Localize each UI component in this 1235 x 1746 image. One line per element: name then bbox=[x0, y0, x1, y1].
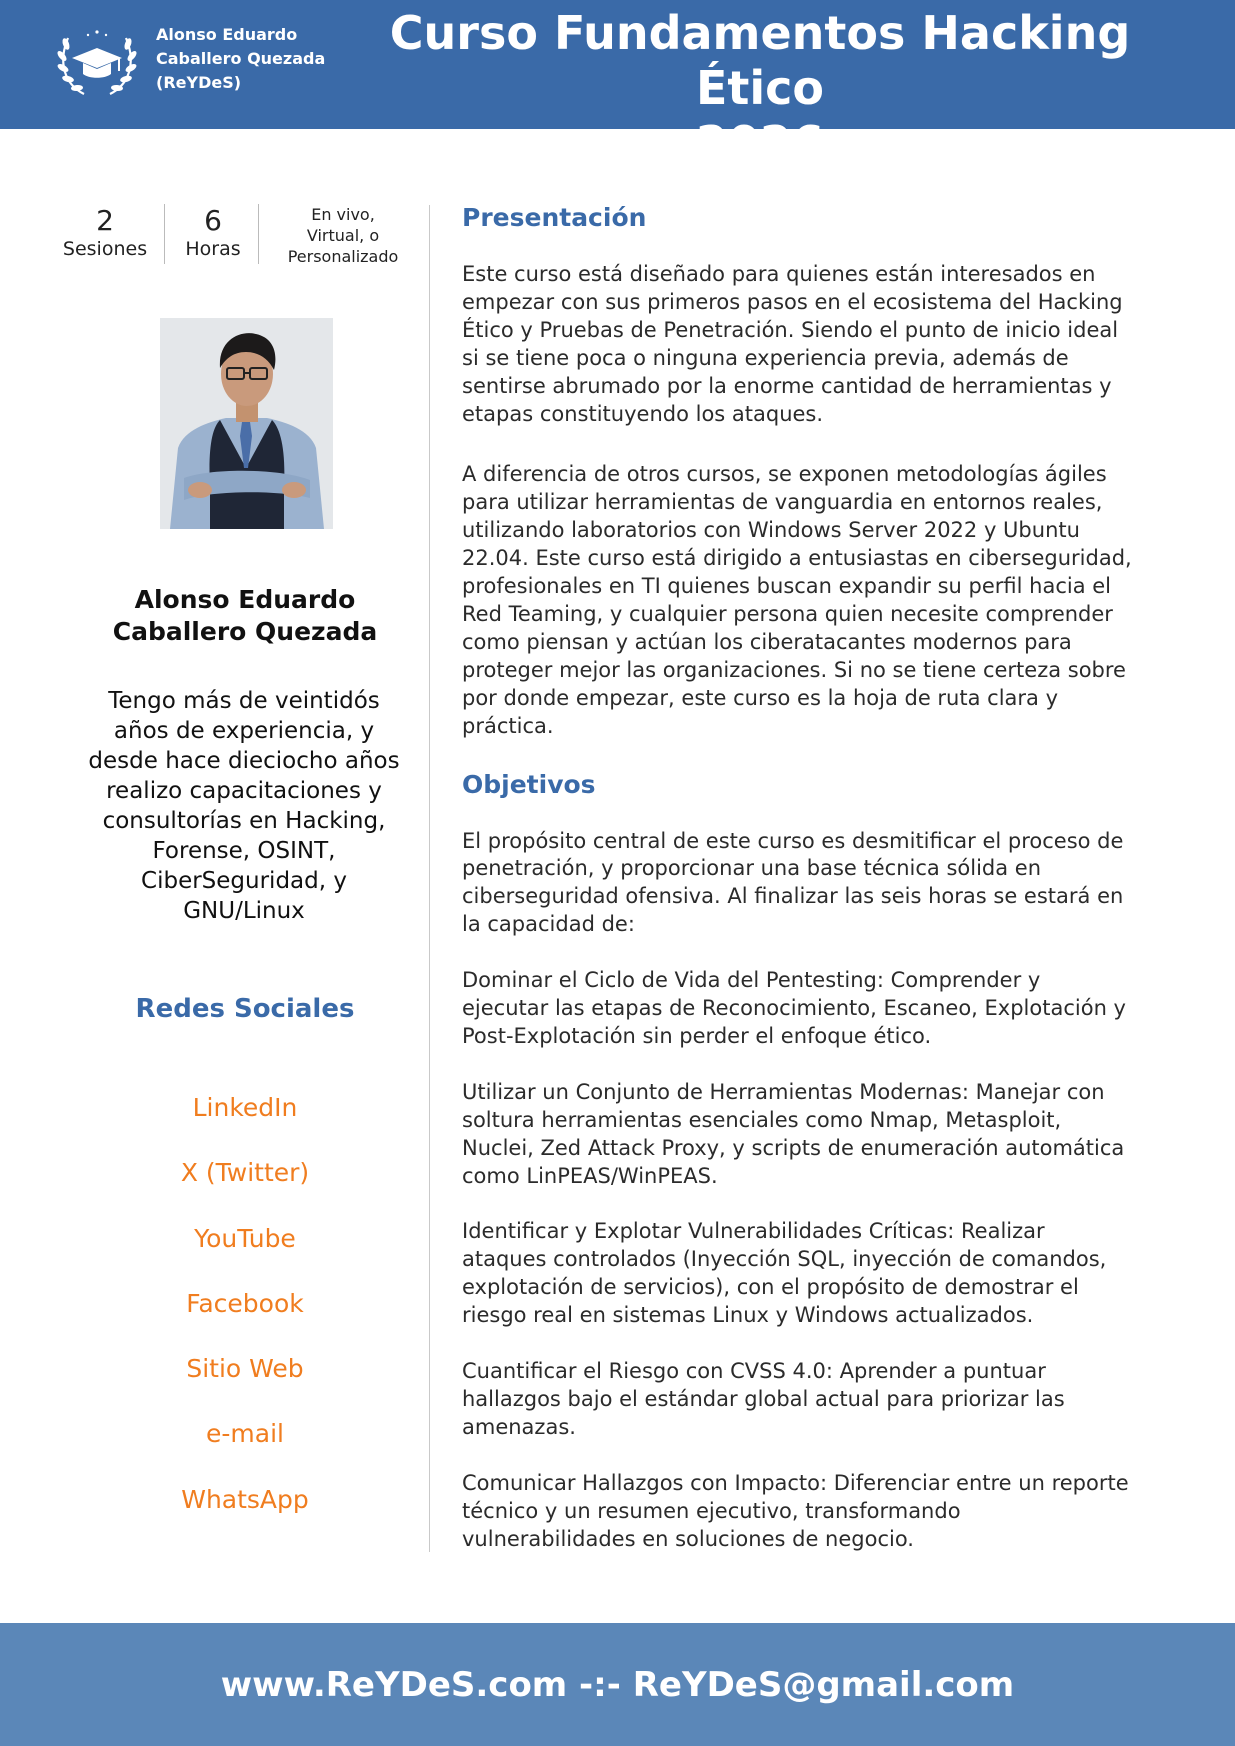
text-line: si se tiene poca o ninguna experiencia previa, además de bbox=[462, 345, 1069, 370]
text-line: la capacidad de: bbox=[462, 912, 635, 937]
list-item bbox=[60, 1349, 430, 1414]
text-line: como LinPEAS/WinPEAS. bbox=[462, 1163, 718, 1188]
text-line: etapas constituyendo los ataques. bbox=[462, 401, 824, 426]
org-name-line: Caballero Quezada bbox=[156, 49, 326, 68]
list-item bbox=[60, 1088, 430, 1153]
course-stats bbox=[52, 204, 412, 266]
main-content bbox=[462, 200, 1177, 1554]
bio-line: consultorías en Hacking, bbox=[102, 808, 386, 834]
bio-line: Tengo más de veintidós bbox=[108, 688, 380, 714]
text-line: proteger mejor las organizaciones. Si no se tiene certeza sobre bbox=[462, 657, 1126, 682]
text-line: El propósito central de este curso es desmitificar el proceso de bbox=[462, 828, 1124, 853]
text-line: Identificar y Explotar Vulnerabilidades Críticas: Realizar bbox=[462, 1219, 1045, 1244]
instructor-name-line: Caballero Quezada bbox=[112, 617, 378, 646]
org-name bbox=[156, 23, 356, 95]
bio-line: CiberSeguridad, y bbox=[141, 868, 347, 894]
instructor-bio bbox=[72, 686, 416, 926]
presentacion-paragraph bbox=[462, 261, 1177, 428]
header-banner bbox=[0, 0, 1235, 170]
text-line: Post-Explotación sin perder el enfoque ético. bbox=[462, 1023, 932, 1048]
stat-sessions-value: 2 bbox=[96, 204, 114, 237]
stat-mode-line: Virtual, o bbox=[306, 226, 380, 245]
instructor-name-line: Alonso Eduardo bbox=[134, 585, 356, 614]
stat-hours-value: 6 bbox=[204, 204, 222, 237]
text-line: penetración, y proporcionar una base técnica sólida en bbox=[462, 856, 1042, 881]
stat-mode bbox=[272, 204, 414, 267]
section-title-presentacion: Presentación bbox=[462, 203, 647, 232]
stat-hours-label: Horas bbox=[185, 238, 241, 260]
text-line: por donde empezar, este curso es la hoja de ruta clara y bbox=[462, 685, 1058, 710]
stat-mode-line: En vivo, bbox=[311, 205, 375, 224]
social-title: Redes Sociales bbox=[135, 994, 355, 1024]
bio-line: años de experiencia, y bbox=[113, 718, 375, 744]
text-line: soltura herramientas esenciales como Nmap, Metasploit, bbox=[462, 1107, 1062, 1132]
objetivo-item bbox=[462, 967, 1177, 1051]
laurel-graduation-cap-icon bbox=[54, 22, 140, 102]
list-item bbox=[60, 1480, 430, 1545]
text-line: ejecutar las etapas de Reconocimiento, Escaneo, Explotación y bbox=[462, 996, 1126, 1021]
text-line: explotación de servicios), con el propósito de demostrar el bbox=[462, 1275, 1079, 1300]
text-line: Nuclei, Zed Attack Proxy, y scripts de enumeración automática bbox=[462, 1135, 1125, 1160]
column-divider bbox=[429, 205, 430, 1552]
list-item bbox=[60, 1153, 430, 1218]
objetivos-paragraph bbox=[462, 828, 1177, 940]
page-title-line: 2026 bbox=[695, 116, 825, 170]
stat-divider bbox=[164, 204, 165, 264]
section-title-objetivos: Objetivos bbox=[462, 769, 596, 799]
presentacion-paragraph bbox=[462, 461, 1177, 740]
org-name-line: Alonso Eduardo bbox=[156, 25, 298, 44]
text-line: práctica. bbox=[462, 713, 554, 738]
page-title bbox=[340, 6, 1180, 171]
text-line: ataques controlados (Inyección SQL, inyección de comandos, bbox=[462, 1247, 1107, 1272]
list-item bbox=[60, 1414, 430, 1479]
text-line: profesionales en TI quienes buscan expandir su perfil hacia el bbox=[462, 574, 1112, 599]
youtube-link[interactable]: YouTube bbox=[194, 1223, 296, 1253]
text-line: Utilizar un Conjunto de Herramientas Modernas: Manejar con bbox=[462, 1079, 1105, 1104]
text-line: Red Teaming, y cualquier persona quien necesite comprender bbox=[462, 601, 1113, 626]
text-line: A diferencia de otros cursos, se exponen metodologías ágiles bbox=[462, 462, 1107, 487]
text-line: técnico y un resumen ejecutivo, transformando bbox=[462, 1498, 961, 1523]
facebook-link[interactable]: Facebook bbox=[186, 1288, 304, 1318]
linkedin-link[interactable]: LinkedIn bbox=[192, 1093, 298, 1122]
twitter-link[interactable]: X (Twitter) bbox=[180, 1158, 310, 1188]
objetivo-item bbox=[462, 1470, 1177, 1554]
website-link[interactable]: Sitio Web bbox=[186, 1354, 304, 1384]
email-link[interactable]: e-mail bbox=[206, 1419, 284, 1449]
social-links bbox=[60, 1088, 430, 1545]
org-name-line: (ReYDeS) bbox=[156, 73, 242, 92]
text-line: ciberseguridad ofensiva. Al finalizar las seis horas se estará en bbox=[462, 884, 1124, 909]
stat-sessions-label: Sesiones bbox=[62, 238, 148, 260]
list-item bbox=[60, 1219, 430, 1284]
stat-divider bbox=[258, 204, 259, 264]
objetivo-item bbox=[462, 1079, 1177, 1191]
text-line: utilizando laboratorios con Windows Server 2022 y Ubuntu bbox=[462, 518, 1080, 543]
text-line: vulnerabilidades en soluciones de negocio. bbox=[462, 1526, 914, 1551]
objetivo-item bbox=[462, 1358, 1177, 1442]
text-line: Comunicar Hallazgos con Impacto: Diferenciar entre un reporte bbox=[462, 1470, 1129, 1495]
footer-contact: www.ReYDeS.com -:- ReYDeS@gmail.com bbox=[220, 1665, 1015, 1705]
footer-banner bbox=[0, 1623, 1235, 1746]
stat-hours bbox=[166, 204, 260, 266]
bio-line: realizo capacitaciones y bbox=[106, 778, 382, 804]
bio-line: desde hace dieciocho años bbox=[88, 748, 400, 774]
text-line: hallazgos bajo el estándar global actual para priorizar las bbox=[462, 1387, 1065, 1411]
text-line: empezar con sus primeros pasos en el ecosistema del Hacking bbox=[462, 289, 1123, 314]
stat-mode-line: Personalizado bbox=[287, 247, 399, 266]
stat-sessions bbox=[52, 204, 158, 266]
text-line: para utilizar herramientas de vanguardia en entornos reales, bbox=[462, 490, 1103, 515]
text-line: 22.04. Este curso está dirigido a entusiastas en ciberseguridad, bbox=[462, 546, 1132, 571]
objetivo-item bbox=[462, 1218, 1177, 1330]
page-title-line: Curso Fundamentos Hacking Ético bbox=[389, 6, 1131, 115]
text-line: sentirse abrumado por la enorme cantidad de herramientas y bbox=[462, 373, 1112, 398]
text-line: como piensan y actúan los ciberatacantes modernos para bbox=[462, 629, 1072, 654]
instructor-name bbox=[60, 584, 430, 648]
list-item bbox=[60, 1284, 430, 1349]
text-line: Cuantificar el Riesgo con CVSS 4.0: Aprender a puntuar bbox=[462, 1359, 1046, 1384]
text-line: amenazas. bbox=[462, 1414, 576, 1439]
instructor-photo bbox=[160, 318, 333, 529]
text-line: Ético y Pruebas de Penetración. Siendo el punto de inicio ideal bbox=[462, 317, 1119, 342]
bio-line: GNU/Linux bbox=[183, 898, 305, 924]
text-line: riesgo real en sistemas Linux y Windows actualizados. bbox=[462, 1303, 1034, 1328]
bio-line: Forense, OSINT, bbox=[152, 838, 336, 864]
whatsapp-link[interactable]: WhatsApp bbox=[181, 1484, 309, 1514]
text-line: Dominar el Ciclo de Vida del Pentesting: Comprender y bbox=[462, 968, 1041, 993]
text-line: Este curso está diseñado para quienes están interesados en bbox=[462, 262, 1096, 286]
